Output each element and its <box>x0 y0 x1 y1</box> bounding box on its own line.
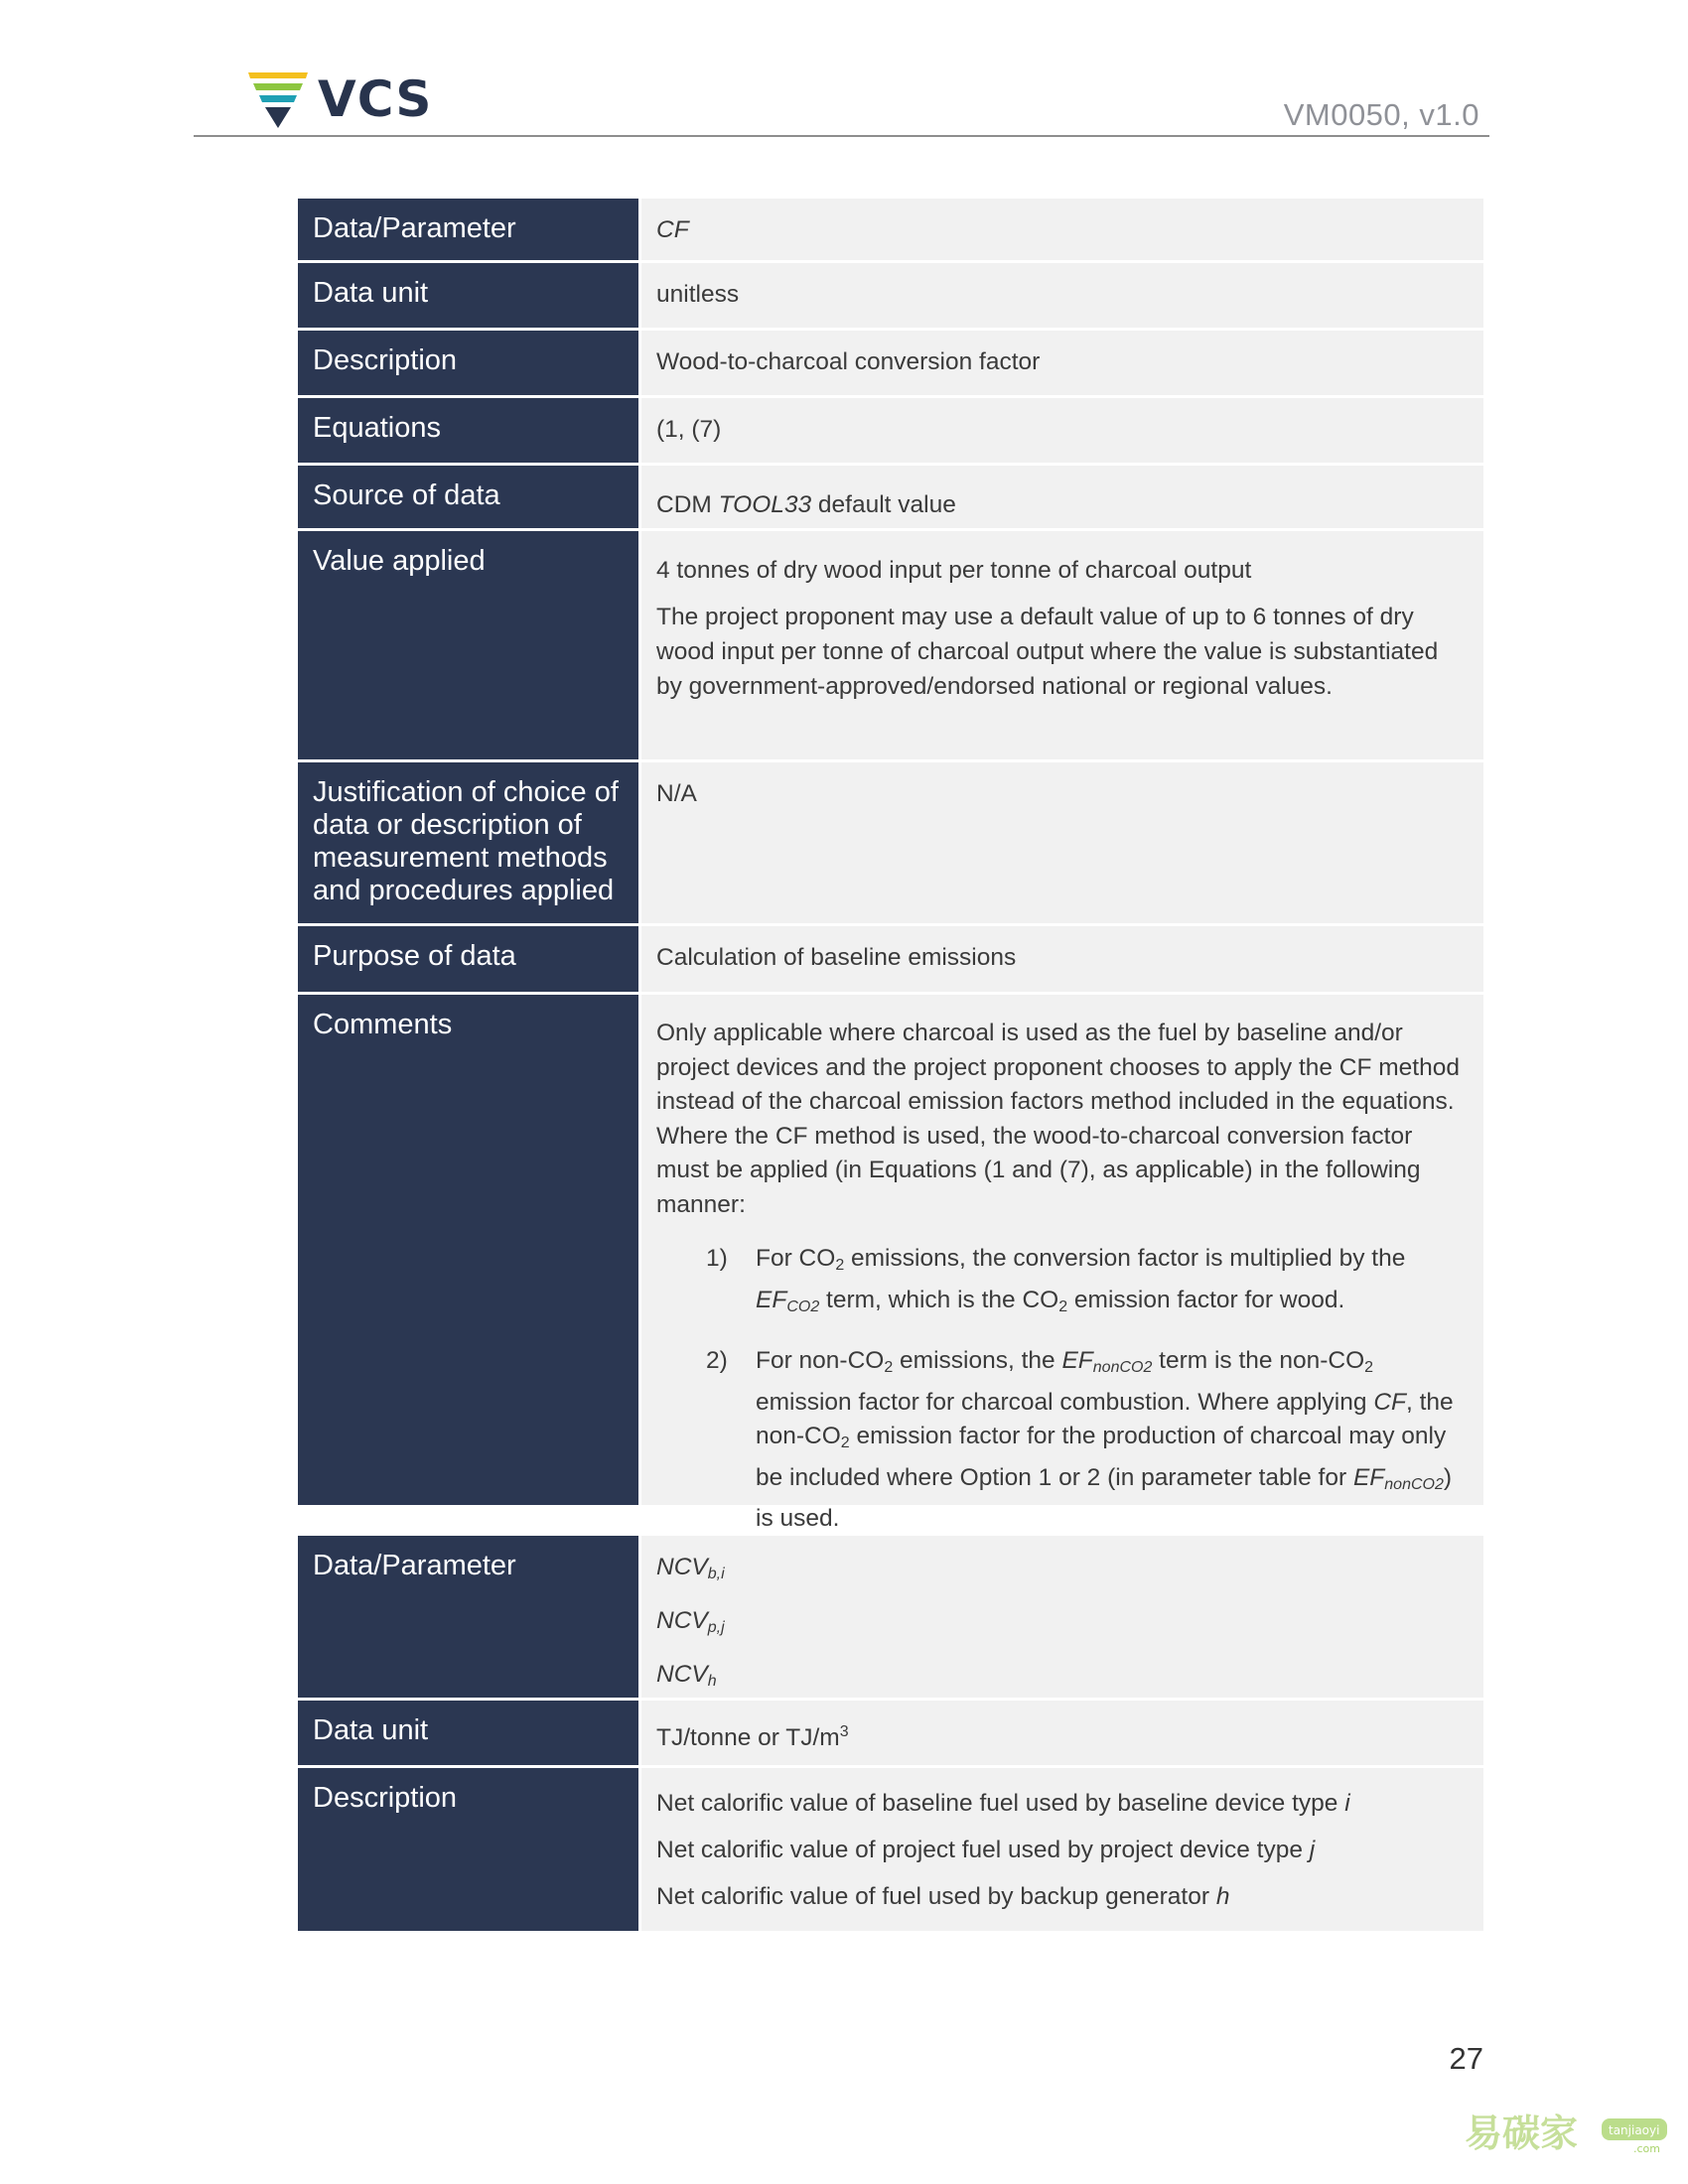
row-label: Purpose of data <box>298 926 641 992</box>
row-value <box>641 199 1483 260</box>
parameter-name: CF <box>656 216 689 243</box>
vcs-check-icon <box>248 70 308 128</box>
parameter-name: $NCV_{p,j}$ <box>656 1607 725 1636</box>
row-label: Data unit <box>298 263 641 328</box>
row-value: unitless <box>641 263 1483 328</box>
table-row <box>298 995 1483 1532</box>
row-label: Description <box>298 331 641 395</box>
table-row <box>298 1768 1483 1931</box>
row-value: TJ/tonne or $TJ/m^3$ <box>641 1701 1483 1765</box>
list-item: 1) For $CO_2$ emissions, the conversion factor is multiplied by the $EF_{CO2}$ term, which is the $CO_2$ emission factor for wood. <box>656 1242 1468 1324</box>
row-label: Data/Parameter <box>298 1536 641 1698</box>
row-value <box>641 466 1483 528</box>
row-value: (1, (7) <box>641 398 1483 463</box>
parameter-name: $NCV_h$ <box>656 1661 717 1690</box>
comments-list <box>656 1242 1468 1537</box>
logo-text: VCS <box>318 70 433 128</box>
table-row <box>298 331 1483 398</box>
parameter-table-ncv <box>298 1536 1483 1931</box>
parameter-table-cf <box>298 199 1483 1532</box>
watermark-cn: 易碳家 <box>1465 2112 1579 2155</box>
table-row <box>298 199 1483 263</box>
row-value: N/A <box>641 762 1483 923</box>
row-label: Justification of choice of data or description of measurement methods and procedures applied <box>298 762 641 923</box>
table-row <box>298 762 1483 926</box>
list-number: 1) <box>706 1245 728 1272</box>
list-number: 2) <box>706 1347 728 1374</box>
row-value <box>641 531 1483 759</box>
table-row <box>298 466 1483 531</box>
vcs-logo <box>248 69 432 129</box>
row-value: Wood-to-charcoal conversion factor <box>641 331 1483 395</box>
row-value <box>641 1536 1483 1698</box>
table-row <box>298 926 1483 995</box>
header-divider <box>194 135 1489 137</box>
table-row <box>298 1701 1483 1768</box>
source-prefix: CDM <box>656 491 719 518</box>
watermark-com: .com <box>1633 2142 1660 2155</box>
table-row <box>298 398 1483 466</box>
description-line: Net calorific value of project fuel used by project device type j <box>656 1837 1316 1863</box>
table-row <box>298 263 1483 331</box>
table-row <box>298 1536 1483 1701</box>
list-item: 2) For non-$CO_2$ emissions, the $EF_{nonCO2}$ term is the non-$CO_2$ emission factor for charcoal combustion. Where applying CF, the non-$CO_2$ emission factor for the production of charcoal may only be included where Option 1 or 2 (in parameter table for $EF_{nonCO2}$) is used. <box>656 1344 1468 1537</box>
site-watermark <box>1465 2103 1673 2162</box>
row-value <box>641 995 1483 1532</box>
row-label: Comments <box>298 995 641 1505</box>
document-id: VM0050, v1.0 <box>1283 97 1479 132</box>
comments-intro: Only applicable where charcoal is used as the fuel by baseline and/or project devices and the project proponent chooses to apply the CF method instead of the charcoal emission factors method included in the equations. Where the CF method is used, the wood-to-charcoal conversion factor must be applied (in Equations (1 and (7), as applicable) in the following manner: <box>656 1020 1460 1218</box>
row-label: Data/Parameter <box>298 199 641 260</box>
table-row <box>298 531 1483 762</box>
tool-name: TOOL33 <box>718 491 812 518</box>
parameter-name: $NCV_{b,i}$ <box>656 1554 725 1582</box>
value-line: 4 tonnes of dry wood input per tonne of charcoal output <box>656 557 1252 584</box>
row-value: Calculation of baseline emissions <box>641 926 1483 992</box>
row-label: Data unit <box>298 1701 641 1765</box>
description-line: Net calorific value of baseline fuel used by baseline device type i <box>656 1790 1350 1817</box>
row-value <box>641 1768 1483 1931</box>
row-label: Value applied <box>298 531 641 759</box>
page-number: 27 <box>1449 2041 1483 2076</box>
row-label: Equations <box>298 398 641 463</box>
value-paragraph: The project proponent may use a default value of up to 6 tonnes of dry wood input per tonne of charcoal output where the value is substantiated by government-approved/endorsed national or regional values. <box>656 604 1439 700</box>
source-suffix: default value <box>811 491 956 518</box>
row-label: Description <box>298 1768 641 1931</box>
watermark-en: tanjiaoyi <box>1609 2123 1660 2137</box>
row-label: Source of data <box>298 466 641 528</box>
description-line: Net calorific value of fuel used by backup generator h <box>656 1883 1230 1910</box>
